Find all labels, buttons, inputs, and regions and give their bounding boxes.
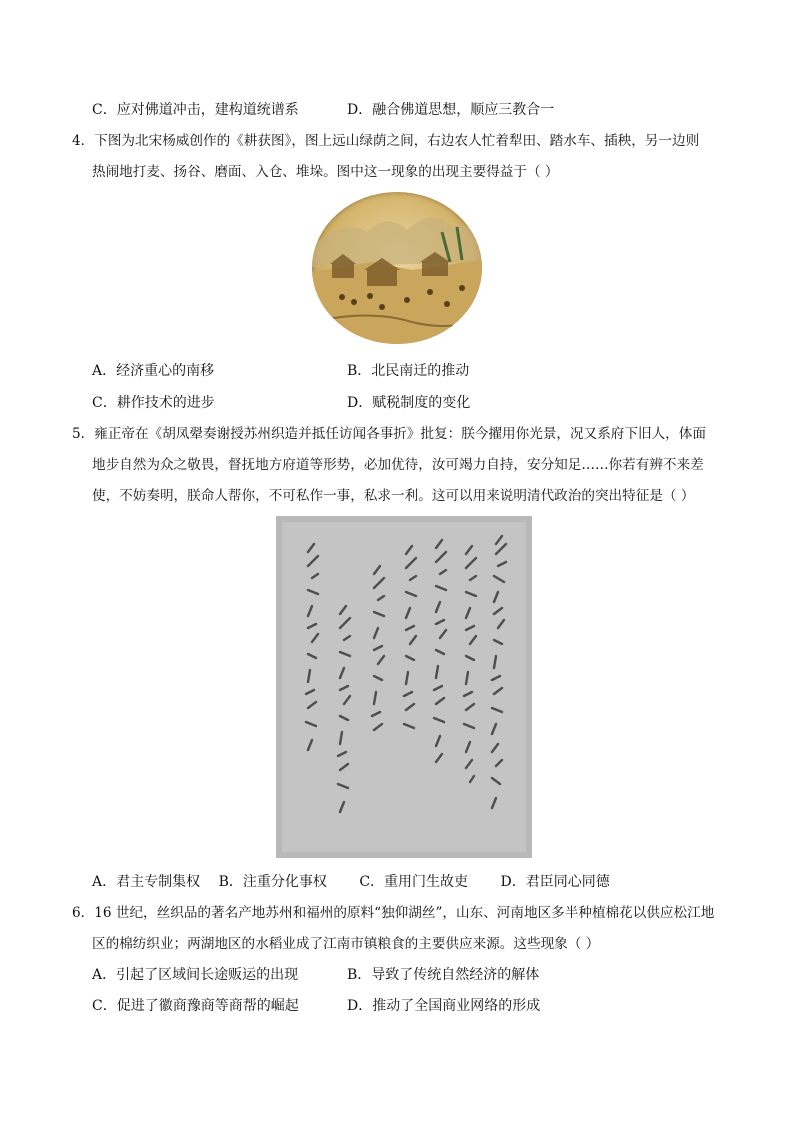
q6-stem-line1: 6．16 世纪，丝织品的著名产地苏州和福州的原料“独仰湖丝”，山东、河南地区多半种植棉花以供应松江地 (72, 905, 715, 921)
q4-option-b: B．北民南迁的推动 (347, 363, 470, 379)
q6-option-a: A．引起了区域间长途贩运的出现 (92, 967, 299, 983)
yongzheng-calligraphy-image (276, 516, 532, 858)
q5-option-c: C．重用门生故吏 (359, 874, 469, 890)
genghuo-painting (312, 192, 482, 344)
q3-option-c: C．应对佛道冲击，建构道统谱系 (92, 102, 299, 118)
q6-option-b: B．导致了传统自然经济的解体 (347, 967, 540, 983)
q4-option-c: C．耕作技术的进步 (92, 395, 215, 411)
q6-option-d: D．推动了全国商业网络的形成 (347, 998, 541, 1014)
q4-stem-line1: 4．下图为北宋杨威创作的《耕获图》，图上远山绿荫之间，右边农人忙着犁田、踏水车、插秧，另一边则 (72, 133, 700, 149)
q4-option-a: A．经济重心的南移 (92, 363, 215, 379)
q5-stem-line1: 5．雍正帝在《胡凤翚奏谢授苏州织造并抵任访闻各事折》批复：朕今擢用你光景，况又系府下旧人，体面 (72, 426, 706, 442)
q5-option-a: A．君主专制集权 (92, 874, 201, 890)
q5-option-b: B．注重分化事权 (218, 874, 327, 890)
q4-stem-line2: 热闹地打麦、扬谷、磨面、入仓、堆垛。图中这一现象的出现主要得益于（ ） (92, 164, 559, 180)
q4-option-d: D．赋税制度的变化 (347, 395, 471, 411)
q3-option-d: D．融合佛道思想，顺应三教合一 (347, 102, 555, 118)
q5-options-row (92, 872, 624, 892)
q6-stem-line2: 区的棉纺织业；两湖地区的水稻业成了江南市镇粮食的主要供应来源。这些现象（ ） (92, 936, 600, 952)
q5-option-d: D．君臣同心同德 (500, 874, 610, 890)
q5-stem-line3: 使，不妨奏明，朕命人帮你，不可私作一事，私求一利。这可以用来说明清代政治的突出特征是（ ） (92, 488, 695, 504)
q6-option-c: C．促进了徽商豫商等商帮的崛起 (92, 998, 299, 1014)
q5-stem-line2: 地步自然为众之敬畏，督抚地方府道等形势，必加优待，汝可竭力自持，安分知足……你若有辨不来差 (92, 457, 704, 473)
